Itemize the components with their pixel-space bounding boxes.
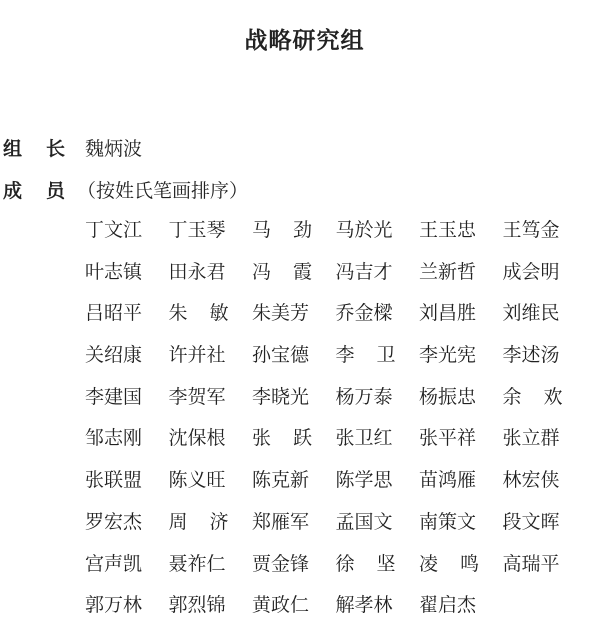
member-name: 冯吉才 (335, 260, 393, 283)
member-name: 张联盟 (85, 469, 143, 492)
member-name: 林宏侠 (502, 469, 560, 492)
member-name: 罗宏杰 (85, 510, 143, 533)
member-name: 陈学思 (335, 469, 393, 492)
member-name: 关绍康 (85, 344, 143, 367)
member-name: 李建国 (85, 385, 143, 408)
member-name: 杨振忠 (419, 385, 477, 408)
member-name: 马於光 (335, 219, 393, 241)
page-title: 战略研究组 (244, 27, 365, 54)
member-name: 高瑞平 (502, 552, 560, 575)
member-name: 苗鸿雁 (419, 469, 477, 492)
member-name: 吕昭平 (85, 302, 143, 325)
member-name: 郑雁军 (252, 510, 310, 533)
member-name: 朱 敏 (168, 302, 229, 325)
member-name: 陈克新 (252, 469, 310, 492)
member-name: 南策文 (419, 510, 477, 533)
member-name: 邹志刚 (85, 427, 143, 450)
member-name: 郭万林 (85, 594, 143, 617)
member-name: 叶志镇 (85, 260, 143, 283)
member-name: 徐 坚 (335, 552, 396, 575)
member-name: 李光宪 (419, 344, 477, 367)
member-name: 张立群 (502, 427, 560, 450)
member-name: 陈义旺 (168, 469, 226, 492)
member-name: 孙宝德 (252, 344, 310, 367)
leader-name: 魏炳波 (85, 137, 143, 160)
member-name: 张平祥 (419, 427, 477, 450)
member-name: 李 卫 (335, 344, 396, 367)
member-name: 马 劲 (252, 219, 312, 241)
member-name: 田永君 (168, 260, 226, 283)
member-name: 王玉忠 (419, 219, 477, 241)
member-name: 朱美芳 (252, 302, 310, 325)
member-name: 解孝林 (335, 594, 393, 617)
leader-row (0, 135, 142, 159)
member-name: 李述汤 (502, 344, 560, 367)
member-name: 成会明 (502, 260, 560, 283)
members-row (0, 177, 248, 201)
member-name: 刘昌胜 (419, 302, 477, 325)
member-name: 黄政仁 (252, 594, 310, 617)
member-name: 沈保根 (168, 427, 226, 450)
member-name: 孟国文 (335, 510, 393, 533)
member-name: 余 欢 (502, 385, 563, 408)
member-name: 张 跃 (252, 427, 312, 450)
members-sort-note: （按姓氏笔画排序） (77, 179, 249, 202)
member-name: 丁文江 (85, 219, 143, 241)
members-label: 成 员 (3, 179, 65, 202)
member-name: 郭烈锦 (168, 594, 226, 617)
member-name: 段文晖 (502, 510, 560, 533)
member-name: 聂祚仁 (168, 552, 226, 575)
member-name: 乔金樑 (335, 302, 393, 325)
member-name: 李晓光 (252, 385, 310, 408)
member-name: 冯 霞 (252, 260, 312, 283)
member-name: 兰新哲 (419, 260, 477, 283)
member-name: 王笃金 (502, 219, 560, 241)
members-name-list (85, 218, 586, 635)
member-name: 李贺军 (168, 385, 226, 408)
member-name: 宫声凯 (85, 552, 143, 575)
member-name: 许并社 (168, 344, 226, 367)
member-name: 贾金锋 (252, 552, 310, 575)
member-name: 周 济 (168, 510, 229, 533)
member-name: 丁玉琴 (168, 219, 226, 241)
member-name: 刘维民 (502, 302, 560, 325)
member-name: 张卫红 (335, 427, 393, 450)
member-name: 杨万泰 (335, 385, 393, 408)
member-name: 翟启杰 (419, 594, 477, 617)
member-name: 凌 鸣 (419, 552, 479, 575)
leader-label: 组 长 (3, 137, 65, 160)
